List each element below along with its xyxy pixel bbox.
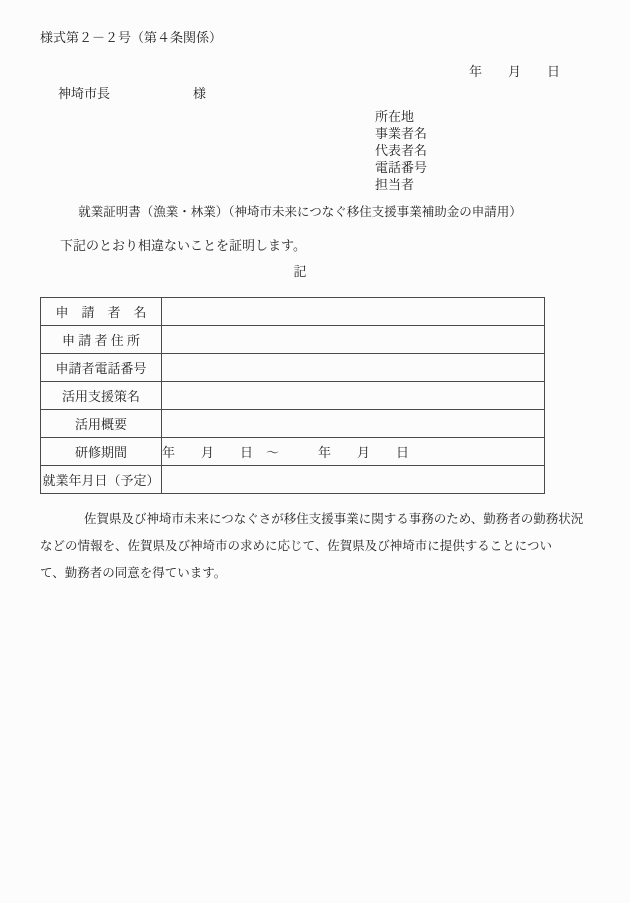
row-value <box>162 410 545 438</box>
issue-date-line: 年 月 日 <box>468 64 560 79</box>
row-label: 申 請 者 名 <box>41 298 162 326</box>
row-label: 就業年月日（予定） <box>41 466 162 494</box>
row-label: 活用概要 <box>41 410 162 438</box>
row-value <box>162 298 545 326</box>
table-row-applicant-phone <box>41 354 545 382</box>
table-row-support-measure-name <box>41 382 545 410</box>
document-title: 就業証明書（漁業・林業）（神埼市未来につなぐ移住支援事業補助金の申請用） <box>78 205 522 219</box>
row-label: 研修期間 <box>41 438 162 466</box>
declaration-text: 下記のとおり相違ないことを証明します。 <box>60 238 306 253</box>
row-value <box>162 326 545 354</box>
row-value: 年 月 日 ～ 年 月 日 <box>162 438 545 466</box>
record-marker: 記 <box>293 264 307 279</box>
addressee-line <box>40 85 590 103</box>
applicant-table <box>40 297 545 494</box>
sender-field-phone-number: 電話番号 <box>375 160 428 175</box>
row-value <box>162 354 545 382</box>
sender-field-representative-name: 代表者名 <box>375 143 428 158</box>
addressee-honorific: 様 <box>193 86 207 101</box>
table-row-employment-date <box>41 466 545 494</box>
row-label: 活用支援策名 <box>41 382 162 410</box>
table-row-training-period <box>41 438 545 466</box>
row-label: 申請者電話番号 <box>41 354 162 382</box>
sender-field-business-name: 事業者名 <box>375 126 428 141</box>
table-row-applicant-address <box>41 326 545 354</box>
row-value <box>162 466 545 494</box>
consent-line: などの情報を、佐賀県及び神埼市の求めに応じて、佐賀県及び神埼市に提供することについ <box>40 539 553 553</box>
addressee: 神埼市長 <box>58 86 111 101</box>
sender-block <box>375 108 590 193</box>
row-value <box>162 382 545 410</box>
form-number: 様式第２－２号（第４条関係） <box>40 30 223 45</box>
sender-field-contact-person: 担当者 <box>375 177 415 192</box>
table-row-applicant-name <box>41 298 545 326</box>
consent-line: 佐賀県及び神埼市未来につなぐさが移住支援事業に関する事務のため、勤務者の勤務状況 <box>84 512 584 526</box>
row-label: 申 請 者 住 所 <box>41 326 162 354</box>
table-row-usage-summary <box>41 410 545 438</box>
consent-line: て、勤務者の同意を得ています。 <box>40 566 227 580</box>
consent-paragraph <box>40 506 590 587</box>
sender-field-location: 所在地 <box>375 109 415 124</box>
